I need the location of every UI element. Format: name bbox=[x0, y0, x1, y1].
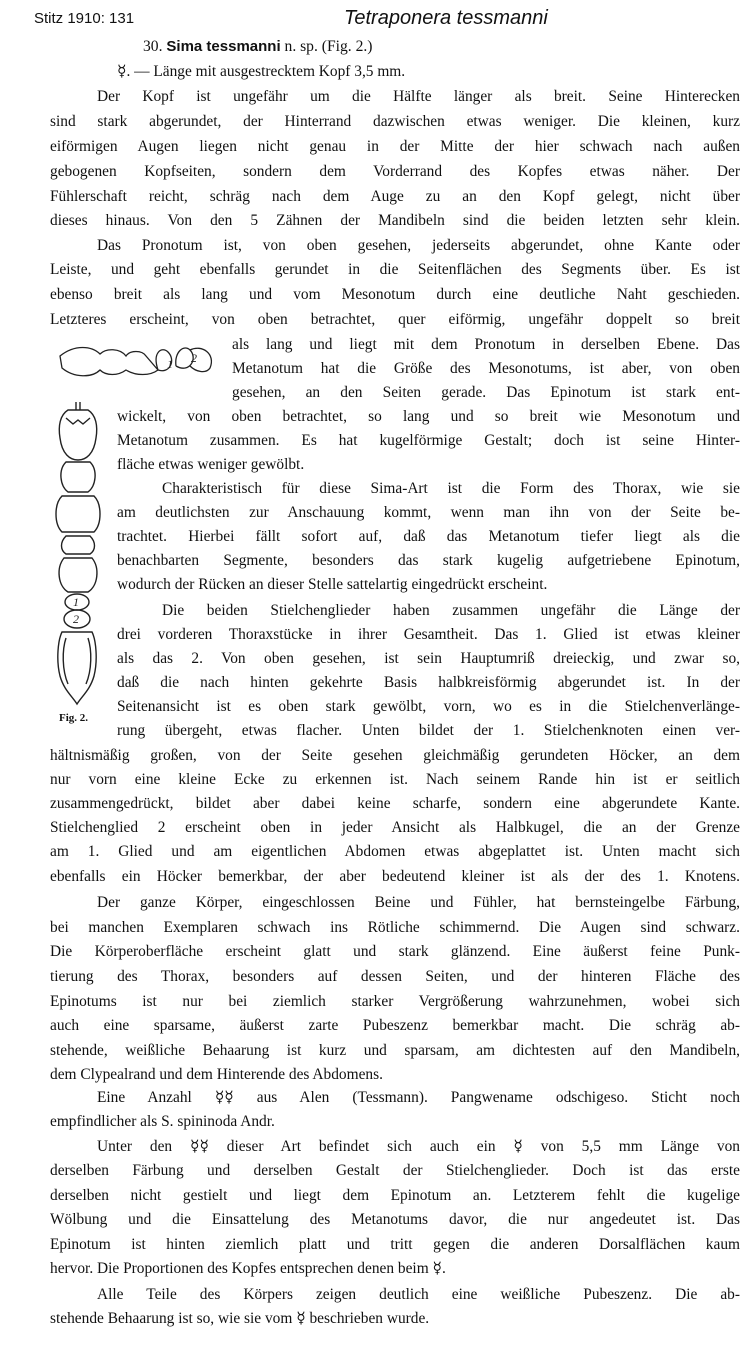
text-line: derselben nicht gestielt und liegt dem Epinotum an. Letzterem fehlt die kugelige bbox=[50, 1187, 740, 1204]
lead-line: ☿. — Länge mit ausgestrecktem Kopf 3,5 mm. bbox=[117, 63, 406, 80]
text-line: Metanotum hat die Größe des Mesonotums, ist aber, von oben bbox=[232, 360, 740, 377]
text-line: fläche etwas weniger gewölbt. bbox=[117, 456, 305, 473]
text-line: wodurch der Rücken an dieser Stelle sattelartig eingedrückt erscheint. bbox=[117, 576, 548, 593]
text-line: als das 2. Von oben gesehen, ist sein Hauptumriß dreieckig, und zwar so, bbox=[117, 650, 740, 667]
text-line: Alle Teile des Körpers zeigen deutlich eine weißliche Pubeszenz. Die ab- bbox=[97, 1286, 740, 1303]
text-line: als lang und liegt mit dem Pronotum in derselben Ebene. Das bbox=[232, 336, 740, 353]
text-line: Leiste, und geht ebenfalls gerundet in die Seitenflächen des Segments über. Es ist bbox=[50, 261, 740, 278]
text-line: gesehen, an den Seiten gerade. Das Epinotum ist stark ent- bbox=[232, 384, 740, 401]
text-line: Der Kopf ist ungefähr um die Hälfte länger als breit. Seine Hinterecken bbox=[97, 88, 740, 105]
text-line: am 1. Glied und am eigentlichen Abdomen etwas abgeplattet ist. Unten macht sich bbox=[50, 843, 740, 860]
text-line: Epinotums ist nur bei ziemlich starker Vergrößerung wahrzunehmen, wobei sich bbox=[50, 993, 740, 1010]
title-name: Sima tessmanni bbox=[166, 38, 281, 55]
text-line: nur vorn eine kleine Ecke zu erkennen ist. Nach seinem Rande hin ist er seitlich bbox=[50, 771, 740, 788]
text-line: Eine Anzahl ☿☿ aus Alen (Tessmann). Pangwename odschigeso. Sticht noch bbox=[97, 1089, 740, 1106]
title-rest: n. sp. (Fig. 2.) bbox=[280, 38, 373, 55]
text-line: Wölbung und die Einsattelung des Metanotums davor, die nur angedeutet ist. Das bbox=[50, 1211, 740, 1228]
side-label-1: 1 bbox=[167, 357, 173, 371]
text-line: empfindlicher als S. spininoda Andr. bbox=[50, 1113, 275, 1130]
title-number: 30. bbox=[143, 38, 163, 55]
text-line: ebenso breit als lang und vom Mesonotum durch eine deutliche Naht geschieden. bbox=[50, 286, 740, 303]
text-line: gebogenen Kopfseiten, sondern dem Vorderrand des Kopfes etwas näher. Der bbox=[50, 163, 740, 180]
text-line: Der ganze Körper, eingeschlossen Beine und Fühler, hat bernsteingelbe Färbung, bbox=[97, 894, 740, 911]
text-line: zusammengedrückt, bildet aber dabei keine scharfe, sondern eine abgerundete Kante. bbox=[50, 795, 740, 812]
text-line: drei vorderen Thoraxstücke in ihrer Gesamtheit. Das 1. Glied ist etwas kleiner bbox=[117, 626, 740, 643]
header-species-name: Tetraponera tessmanni bbox=[344, 7, 548, 29]
text-line: am deutlichsten zur Anschauung kommt, wenn man ihn von der Seite be- bbox=[117, 504, 740, 521]
text-line: dem Clypealrand und dem Hinterende des Abdomens. bbox=[50, 1066, 383, 1083]
text-line: stehende Behaarung ist so, wie sie vom ☿ beschrieben wurde. bbox=[50, 1310, 430, 1327]
dorsal-label-2: 2 bbox=[73, 612, 79, 626]
text-line: rung übergeht, etwas flacher. Unten bildet der 1. Stielchenknoten einen ver- bbox=[117, 722, 740, 739]
ant-figure bbox=[40, 340, 230, 730]
text-line: tierung des Thorax, besonders auf dessen Seiten, und der hinteren Fläche des bbox=[50, 968, 740, 985]
text-line: Epinotum ist hinten ziemlich platt und tritt gegen die anderen Dorsalflächen kaum bbox=[50, 1236, 740, 1253]
text-line: benachbarten Segmente, besonders das stark kugelig aufgetriebene Epinotum, bbox=[117, 552, 740, 569]
text-line: Unter den ☿☿ dieser Art befindet sich auch ein ☿ von 5,5 mm Länge von bbox=[97, 1138, 740, 1155]
text-line: hervor. Die Proportionen des Kopfes entsprechen denen beim ☿. bbox=[50, 1260, 446, 1277]
text-line: trachtet. Hierbei fällt sofort auf, daß das Metanotum tiefer liegt als die bbox=[117, 528, 740, 545]
text-line: stehende, weißliche Behaarung ist kurz und sparsam, am dichtesten auf den Mandibeln, bbox=[50, 1042, 740, 1059]
text-line: daß die nach hinten gekehrte Basis halbkreisförmig abgerundet ist. In der bbox=[117, 674, 740, 691]
text-line: Metanotum zusammen. Es hat kugelförmige Gestalt; doch ist seine Hinter- bbox=[117, 432, 740, 449]
dorsal-view-sketch bbox=[56, 402, 100, 704]
text-line: ebenfalls ein Höcker bemerkbar, der aber bedeutend kleiner ist als der des 1. Knotens. bbox=[50, 868, 740, 885]
text-line: Stielchenglied 2 erscheint oben in jeder Ansicht als Halbkugel, die an der Grenze bbox=[50, 819, 740, 836]
dorsal-label-1: 1 bbox=[73, 595, 79, 609]
text-line: auch eine sparsame, äußerst zarte Pubeszenz bemerkbar macht. Die schräg ab- bbox=[50, 1017, 740, 1034]
text-line: Das Pronotum ist, von oben gesehen, jederseits abgerundet, ohne Kante oder bbox=[97, 237, 740, 254]
text-line: Die Körperoberfläche erscheint glatt und stark glänzend. Eine äußerst feine Punk- bbox=[50, 943, 740, 960]
species-title bbox=[143, 38, 372, 56]
side-view-sketch bbox=[60, 348, 211, 376]
side-label-2: 2 bbox=[191, 351, 197, 365]
text-line: wickelt, von oben betrachtet, so lang und so breit wie Mesonotum und bbox=[117, 408, 740, 425]
text-line: eiförmigen Augen liegen nicht genau in der Mitte der hier schwach nach außen bbox=[50, 138, 740, 155]
text-line: Fühlerschaft reicht, schräg nach dem Auge zu an den Kopf gelegt, nicht über bbox=[50, 188, 740, 205]
header-citation: Stitz 1910: 131 bbox=[34, 10, 135, 27]
text-line: hältnismäßig großen, von der Seite gesehen gleichmäßig gerundeten Höcker, an dem bbox=[50, 747, 740, 764]
text-line: Die beiden Stielchenglieder haben zusammen ungefähr die Länge der bbox=[162, 602, 740, 619]
text-line: bei manchen Exemplaren schwach ins Rötliche schimmernd. Die Augen sind schwarz. bbox=[50, 919, 740, 936]
text-line: Letzteres erscheint, von oben betrachtet, quer eiförmig, ungefähr doppelt so breit bbox=[50, 311, 740, 328]
text-line: Seitenansicht ist es oben stark gewölbt, vorn, wo es in die Stielchenverlänge- bbox=[117, 698, 740, 715]
text-line: dieses hinaus. Von den 5 Zähnen der Mandibeln sind die beiden letzten sehr klein. bbox=[50, 212, 740, 229]
text-line: sind stark abgerundet, der Hinterrand dazwischen etwas weniger. Die kleinen, kurz bbox=[50, 113, 740, 130]
text-line: Charakteristisch für diese Sima-Art ist die Form des Thorax, wie sie bbox=[162, 480, 740, 497]
text-line: derselben Färbung und derselben Gestalt der Stielchenglieder. Doch ist das erste bbox=[50, 1162, 740, 1179]
figure-label: Fig. 2. bbox=[59, 712, 89, 724]
